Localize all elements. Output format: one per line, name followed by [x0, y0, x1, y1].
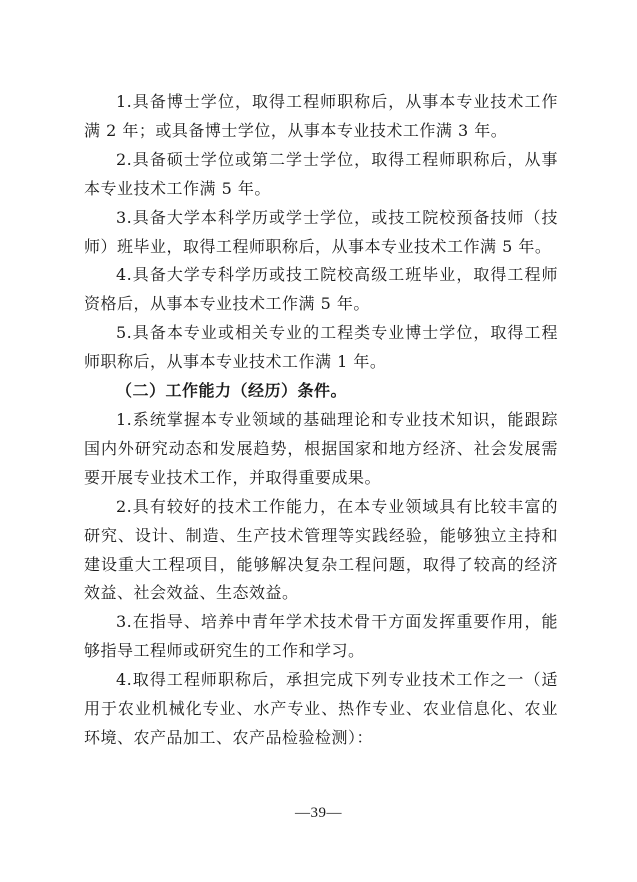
ability-item-3: 3.在指导、培养中青年学术技术骨干方面发挥重要作用，能够指导工程师或研究生的工作和学习。: [84, 612, 558, 661]
ability-item-4: 4.取得工程师职称后，承担完成下列专业技术工作之一（适用于农业机械化专业、水产专业、热作专业、农业信息化、农业环境、农产品加工、农产品检验检测）：: [84, 670, 558, 747]
document-body: [84, 88, 558, 753]
ability-item-1: 1.系统掌握本专业领域的基础理论和专业技术知识，能跟踪国内外研究动态和发展趋势，根据国家和地方经济、社会发展需要开展专业技术工作，并取得重要成果。: [84, 409, 558, 487]
ability-item-2: 2.具有较好的技术工作能力，在本专业领域具有比较丰富的研究、设计、制造、生产技术管理等实践经验，能够独立主持和建设重大工程项目，能够解决复杂工程问题，取得了较高的经济效益、社会效益、生态效益。: [84, 496, 558, 603]
qualification-item-5: 5.具备本专业或相关专业的工程类专业博士学位，取得工程师职称后，从事本专业技术工作满 1 年。: [84, 323, 558, 372]
qualification-item-1: 1.具备博士学位，取得工程师职称后，从事本专业技术工作满 2 年；或具备博士学位，从事本专业技术工作满 3 年。: [84, 92, 558, 140]
qualification-item-2: 2.具备硕士学位或第二学士学位，取得工程师职称后，从事本专业技术工作满 5 年。: [84, 149, 558, 198]
qualification-item-4: 4.具备大学专科学历或技工院校高级工班毕业，取得工程师资格后，从事本专业技术工作满 5 年。: [84, 265, 558, 314]
page-number: —39—: [295, 805, 342, 821]
section-heading-work-ability: （二）工作能力（经历）条件。: [116, 381, 348, 401]
qualification-item-3: 3.具备大学本科学历或学士学位，或技工院校预备技师（技师）班毕业，取得工程师职称后，从事本专业技术工作满 5 年。: [84, 207, 558, 256]
